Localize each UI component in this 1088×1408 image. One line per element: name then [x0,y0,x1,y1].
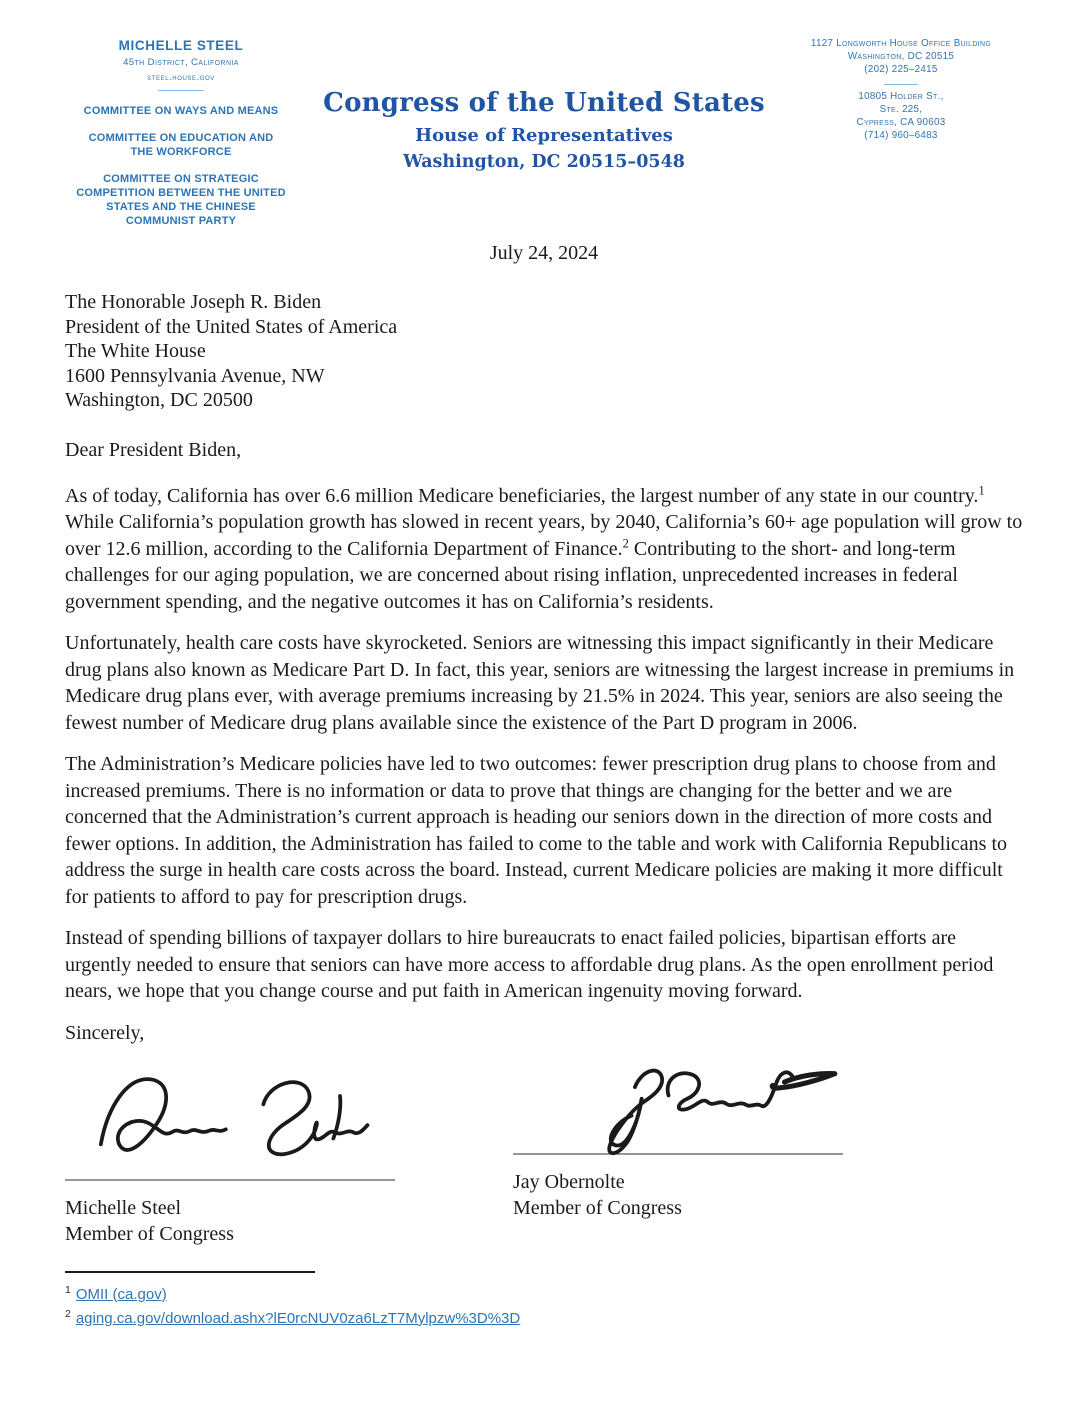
letterhead-office-block [798,38,1004,142]
recipient-line: 1600 Pennsylvania Avenue, NW [65,364,325,387]
footnote-ref: 2 [622,535,629,550]
footnote-2-number: 2 [65,1307,71,1320]
member-district: 45th District, California [123,57,239,68]
letter-paragraph [65,483,1023,616]
michelle-steel-signature [65,1061,395,1161]
signer-name-steel: Michelle Steel [65,1196,182,1219]
district-office [798,91,1004,143]
paragraph-text: The Administration’s Medicare policies have led to two outcomes: fewer prescription drug plans to choose from and increased premiums. There is no information or data to prove that things are changing for the better and we are concerned that the Administration’s current approach is heading our seniors down in the direction of more costs and fewer options. In addition, the Administration has failed to come to the table and work with California Republicans to address the surge in health care costs across the board. Instead, current Medicare policies are making it more difficult for patients to afford to pay for prescription drugs. [65,753,1008,908]
committee-item: COMMITTEE ON WAYS AND MEANS [83,105,279,117]
letter-body [65,483,1023,1005]
signature-line-steel: _________________________________ [65,1160,395,1183]
letter-paragraph [65,751,1023,910]
footnotes [65,1271,1023,1331]
dc-office [798,38,1004,77]
committee-item: COMMITTEE ON STRATEGIC COMPETITION BETWEEN THE UNITED STATES AND THE CHINESE COMMUNIST PARTY [76,173,286,228]
letter-date: July 24, 2024 [489,242,599,264]
recipient-line: President of the United States of America [65,315,398,338]
letter-content [65,240,1023,1330]
footnote-1-number: 1 [65,1283,71,1296]
footnote-2 [65,1306,1023,1330]
signature-row [65,1061,1023,1247]
committee-item: COMMITTEE ON EDUCATION AND THE WORKFORCE [88,132,274,159]
footnote-2-link[interactable]: aging.ca.gov/download.ashx?lE0rcNUV0za6LzT7Mylpzw%3D%3D [75,1309,521,1327]
recipient-line: Washington, DC 20500 [65,389,253,411]
signature-block-steel [65,1061,513,1247]
closing: Sincerely, [65,1021,145,1044]
paragraph-text: Instead of spending billions of taxpayer dollars to hire bureaucrats to enact failed policies, bipartisan efforts are urgently needed to ensure that seniors can have more access to affordable drug plans. As the open enrollment period nears, we hope that you change course and put faith in American ingenuity moving forward. [65,927,994,1002]
dc-office-line: 1127 Longworth House Office Building [810,38,992,49]
signature-line-obernolte: _________________________________ [513,1134,843,1157]
signer-name-obernolte: Jay Obernolte [513,1170,625,1193]
letterhead-right-divider [884,84,918,85]
footnote-1-link[interactable]: OMII (ca.gov) [75,1285,167,1303]
footnote-1 [65,1282,1023,1306]
letter-paragraph [65,630,1023,736]
recipient-line: The Honorable Joseph R. Biden [65,291,322,313]
paragraph-text: Unfortunately, health care costs have skyrocketed. Seniors are witnessing this impact significantly in their Medicare drug plans also known as Medicare Part D. In fact, this year, seniors are witnessing the largest increase in premiums in Medicare drug plans ever, with average premiums increasing by 21.5% in 2024. This year, seniors are also seeing the fewest number of Medicare drug plans available since the existence of the Part D program in 2006. [65,632,1015,734]
paragraph-text: While California’s population growth has slowed in recent years, by 2040, California’s 60+ age population will grow to over 12.6 million, according to the California Department of Finance. [65,511,1023,560]
dc-office-line: Washington, DC 20515 [847,50,955,62]
member-name: MICHELLE STEEL [118,38,244,53]
district-office-line: 10805 Holder St., [858,90,944,102]
member-website: steel.house.gov [147,72,215,82]
recipient-block [65,290,1023,413]
letter-paragraph [65,925,1023,1005]
footnote-divider [65,1271,315,1273]
salutation: Dear President Biden, [65,438,242,461]
masthead-congress: Congress of the United States [323,88,765,118]
footnote-ref: 1 [978,482,985,497]
jay-obernolte-signature [513,1035,861,1161]
district-office-line: Cypress, CA 90603 [856,116,946,128]
signature-block-obernolte [513,1061,973,1247]
recipient-line: The White House [65,340,206,362]
masthead-house: House of Representatives [415,125,673,146]
district-office-line: Ste. 225, [879,103,923,115]
signer-title-steel: Member of Congress [65,1222,234,1245]
masthead-city: Washington, DC 20515–0548 [403,152,685,172]
dc-office-line: (202) 225–2415 [864,63,938,75]
paragraph-text: Contributing to the short- and long-term challenges for our aging population, we are concerned about rising inflation, unprecedented increases in federal government spending, and the negative outcomes it has on California’s residents. [65,537,958,613]
signer-title-obernolte: Member of Congress [513,1196,682,1219]
paragraph-text: As of today, California has over 6.6 million Medicare beneficiaries, the largest number of any state in our country. [65,484,979,507]
district-office-line: (714) 960–6483 [864,129,938,141]
